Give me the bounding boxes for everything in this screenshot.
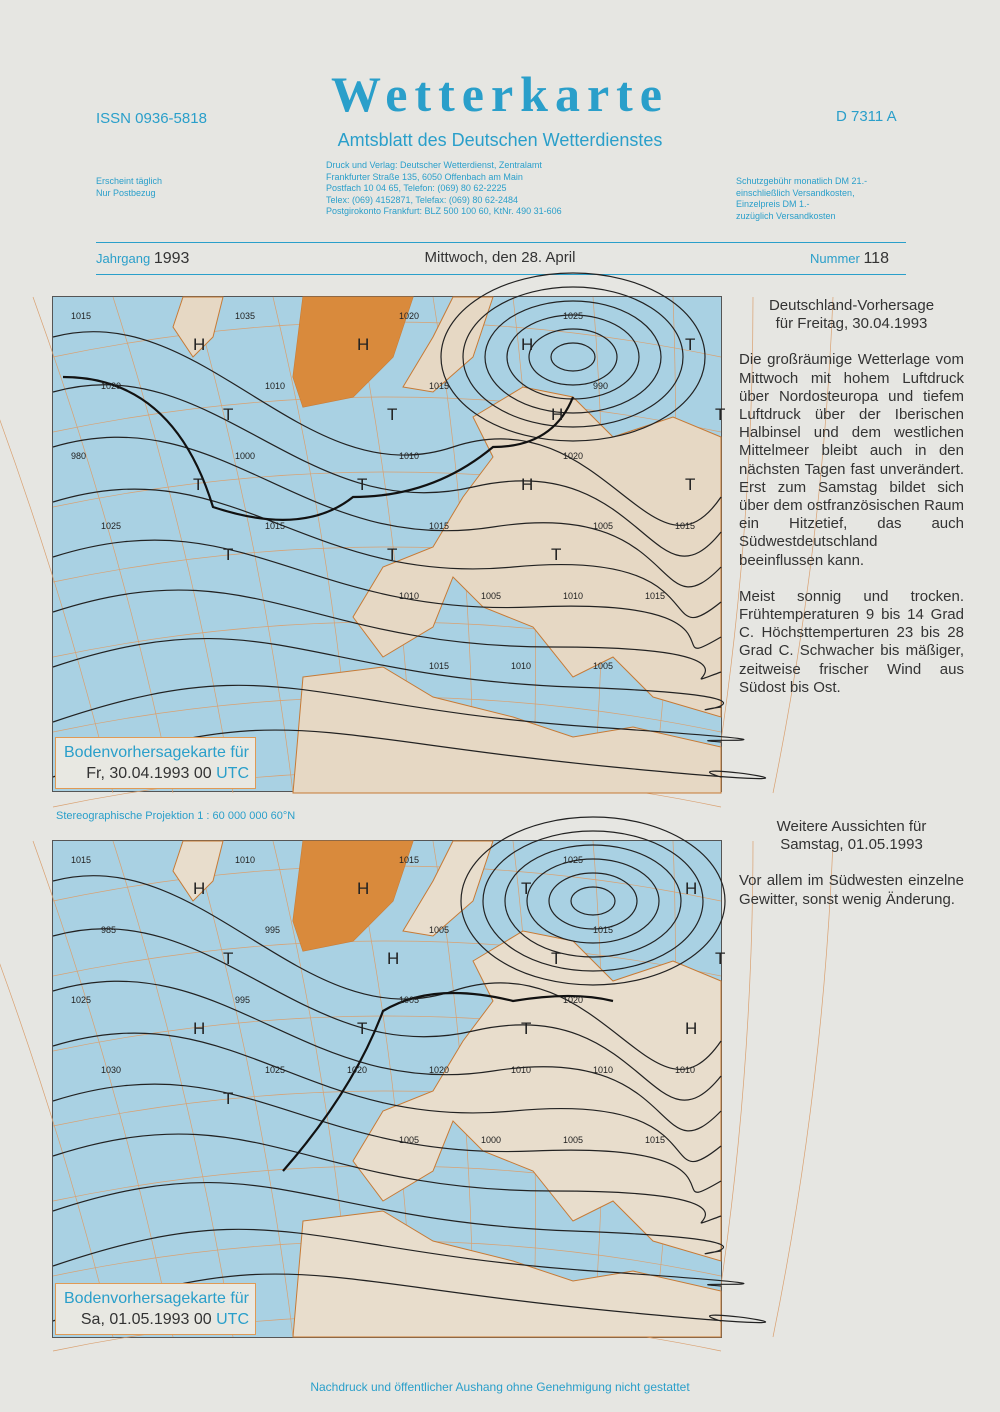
isobar-label: 1020 bbox=[563, 995, 584, 1005]
low-pressure-symbol: T bbox=[223, 949, 234, 968]
map-caption bbox=[55, 737, 256, 789]
isobar-label: 1025 bbox=[71, 995, 92, 1005]
high-pressure-symbol: H bbox=[193, 1019, 206, 1038]
isobar-label: 1010 bbox=[593, 1065, 614, 1075]
high-pressure-symbol: H bbox=[193, 879, 206, 898]
isobar-label: 1010 bbox=[511, 1065, 532, 1075]
isobar-label: 1010 bbox=[399, 591, 420, 601]
distribution-info bbox=[96, 176, 162, 199]
divider bbox=[96, 242, 906, 243]
isobar-label: 1010 bbox=[563, 591, 584, 601]
map-caption bbox=[55, 1283, 256, 1335]
isobar-label: 1005 bbox=[399, 995, 420, 1005]
isobar-label: 990 bbox=[593, 381, 609, 391]
landmass bbox=[353, 931, 721, 1261]
info-line: Telex: (069) 4152871, Telefax: (069) 80 62-2484 bbox=[326, 194, 518, 205]
forecast-subheading: für Freitag, 30.04.1993 bbox=[775, 315, 928, 333]
volume-label: Jahrgang bbox=[96, 251, 151, 266]
outlook-subheading: Samstag, 01.05.1993 bbox=[780, 836, 923, 854]
outlook-text bbox=[739, 818, 964, 927]
caption-title: Bodenvorhersagekarte für bbox=[64, 1290, 249, 1307]
caption-datetime bbox=[64, 1309, 249, 1330]
issue-date: Mittwoch, den 28. April bbox=[424, 249, 576, 266]
info-line: Nur Postbezug bbox=[96, 187, 156, 198]
high-pressure-symbol: H bbox=[685, 1019, 698, 1038]
meridian-line bbox=[0, 297, 113, 793]
low-pressure-symbol: T bbox=[521, 879, 532, 898]
forecast-paragraph: Meist sonnig und trocken. Frühtemperaturen 9 bis 14 Grad C. Höchsttemperturen 23 bis 28 Grad C. Schwacher bis mäßiger, zeitweise frischer Wind aus Südost bis Ost. bbox=[739, 587, 964, 696]
isobar-label: 1015 bbox=[429, 661, 450, 671]
low-pressure-symbol: T bbox=[357, 475, 368, 494]
low-pressure-symbol: T bbox=[715, 405, 726, 424]
price-info bbox=[736, 176, 867, 222]
isobar-label: 1010 bbox=[511, 661, 532, 671]
forecast-text bbox=[739, 297, 964, 715]
isobar-label: 1010 bbox=[399, 451, 420, 461]
info-line: Schutzgebühr monatlich DM 21.- bbox=[736, 176, 868, 186]
isobar-label: 1015 bbox=[429, 521, 450, 531]
high-pressure-symbol: H bbox=[521, 475, 534, 494]
isobar-label: 1020 bbox=[429, 1065, 450, 1075]
outlook-heading: Weitere Aussichten für bbox=[776, 818, 927, 835]
isobar bbox=[549, 873, 637, 929]
outlook-paragraph: Vor allem im Südwesten einzelne Gewitter, sonst wenig Änderung. bbox=[739, 872, 964, 908]
isobar-label: 995 bbox=[265, 925, 281, 935]
forecast-map-friday bbox=[52, 296, 726, 792]
isobar-label: 1020 bbox=[563, 451, 584, 461]
isobar-label: 1025 bbox=[101, 521, 122, 531]
isobar-label: 1025 bbox=[563, 855, 584, 865]
high-pressure-symbol: H bbox=[357, 879, 370, 898]
isobar-label: 1015 bbox=[399, 855, 420, 865]
caption-date: Sa, 01.05.1993 00 bbox=[80, 1311, 217, 1328]
low-pressure-symbol: T bbox=[521, 1019, 532, 1038]
meridian-line bbox=[113, 297, 233, 793]
masthead-subtitle: Amtsblatt des Deutschen Wetterdienstes bbox=[337, 130, 663, 150]
landmass bbox=[353, 387, 721, 717]
high-pressure-symbol: H bbox=[357, 335, 370, 354]
isobar-label: 1005 bbox=[399, 1135, 420, 1145]
volume bbox=[96, 250, 189, 268]
isobar-label: 1005 bbox=[593, 521, 614, 531]
masthead-title: Wetterkarte bbox=[331, 66, 669, 122]
isobar-label: 1015 bbox=[71, 311, 92, 321]
low-pressure-symbol: T bbox=[685, 335, 696, 354]
isobar-label: 985 bbox=[101, 925, 117, 935]
low-pressure-symbol: T bbox=[223, 1089, 234, 1108]
high-pressure-symbol: H bbox=[551, 405, 564, 424]
isobar-label: 1025 bbox=[563, 311, 584, 321]
isobar bbox=[571, 887, 615, 915]
low-pressure-symbol: T bbox=[387, 405, 398, 424]
isobar-label: 1015 bbox=[645, 1135, 666, 1145]
isobar-label: 1005 bbox=[429, 925, 450, 935]
low-pressure-symbol: T bbox=[193, 475, 204, 494]
low-pressure-symbol: T bbox=[715, 949, 726, 968]
publisher-info bbox=[326, 160, 562, 218]
isobar-label: 1000 bbox=[235, 451, 256, 461]
issue-number bbox=[810, 250, 889, 268]
info-line: einschließlich Versandkosten, bbox=[736, 187, 855, 198]
info-line: Druck und Verlag: Deutscher Wetterdienst, Zentralamt bbox=[326, 160, 542, 170]
isobar bbox=[551, 343, 595, 371]
isobar-label: 1030 bbox=[101, 1065, 122, 1075]
volume-value: 1993 bbox=[153, 250, 190, 267]
forecast-heading: Deutschland-Vorhersage bbox=[768, 297, 935, 314]
isobar bbox=[529, 329, 617, 385]
divider bbox=[96, 274, 906, 275]
meridian-line bbox=[0, 841, 113, 1337]
projection-note: Stereographische Projektion 1 : 60 000 000 60°N bbox=[56, 810, 296, 822]
caption-datetime bbox=[64, 763, 249, 784]
low-pressure-symbol: T bbox=[685, 475, 696, 494]
footer-notice: Nachdruck und öffentlicher Aushang ohne Genehmigung nicht gestattet bbox=[310, 1380, 690, 1394]
caption-utc: UTC bbox=[216, 1311, 249, 1328]
isobar-label: 1015 bbox=[645, 591, 666, 601]
isobar-label: 1010 bbox=[265, 381, 286, 391]
map-graphic bbox=[53, 841, 721, 1337]
isobar-label: 1015 bbox=[265, 521, 286, 531]
isobar bbox=[507, 315, 639, 399]
forecast-map-saturday bbox=[52, 840, 726, 1338]
low-pressure-symbol: T bbox=[223, 545, 234, 564]
isobar-label: 1015 bbox=[675, 521, 696, 531]
low-pressure-symbol: T bbox=[357, 1019, 368, 1038]
isobar-label: 995 bbox=[235, 995, 251, 1005]
isobar-label: 1035 bbox=[235, 311, 256, 321]
info-line: zuzüglich Versandkosten bbox=[736, 210, 836, 221]
number-value: 118 bbox=[863, 250, 889, 267]
low-pressure-symbol: T bbox=[551, 949, 562, 968]
meridian-line bbox=[113, 841, 233, 1337]
info-line: Einzelpreis DM 1.- bbox=[736, 199, 810, 209]
isobar-label: 1010 bbox=[235, 855, 256, 865]
low-pressure-symbol: T bbox=[223, 405, 234, 424]
low-pressure-symbol: T bbox=[551, 545, 562, 564]
isobar-label: 1020 bbox=[399, 311, 420, 321]
isobar-label: 1000 bbox=[481, 1135, 502, 1145]
isobar-label: 1010 bbox=[675, 1065, 696, 1075]
info-line: Frankfurter Straße 135, 6050 Offenbach am Main bbox=[326, 171, 523, 182]
isobar-label: 980 bbox=[71, 451, 87, 461]
isobar-label: 1015 bbox=[593, 925, 614, 935]
caption-title: Bodenvorhersagekarte für bbox=[64, 744, 249, 761]
isobar-label: 1025 bbox=[265, 1065, 286, 1075]
postal-code: D 7311 A bbox=[836, 108, 897, 125]
isobar-label: 1015 bbox=[71, 855, 92, 865]
info-line: Postgirokonto Frankfurt: BLZ 500 100 60, KtNr. 490 31-606 bbox=[326, 206, 562, 216]
caption-utc: UTC bbox=[216, 765, 249, 782]
isobar-label: 1020 bbox=[347, 1065, 368, 1075]
isobar-label: 1005 bbox=[481, 591, 502, 601]
low-pressure-symbol: T bbox=[387, 545, 398, 564]
forecast-paragraph: Die großräumige Wetterlage vom Mittwoch mit hohem Luftdruck über Nordosteuropa und tiefem Luftdruck über der Iberischen Halbinsel und dem westlichen Mittelmeer bleibt auch in den nächsten Tagen fast unverändert. Erst zum Samstag bildet sich über dem ostfranzösischen Raum ein Hitzetief, das auch Südwestdeutschland beeinflussen kann. bbox=[739, 351, 964, 569]
isobar-label: 1015 bbox=[429, 381, 450, 391]
number-label: Nummer bbox=[810, 251, 860, 266]
high-pressure-symbol: H bbox=[193, 335, 206, 354]
high-pressure-symbol: H bbox=[387, 949, 400, 968]
info-line: Erscheint täglich bbox=[96, 176, 163, 186]
isobar-label: 1020 bbox=[101, 381, 122, 391]
isobar-label: 1005 bbox=[593, 661, 614, 671]
caption-date: Fr, 30.04.1993 00 bbox=[86, 765, 217, 782]
issn: ISSN 0936-5818 bbox=[96, 110, 207, 127]
high-pressure-symbol: H bbox=[521, 335, 534, 354]
isobar-label: 1005 bbox=[563, 1135, 584, 1145]
info-line: Postfach 10 04 65, Telefon: (069) 80 62-2225 bbox=[326, 183, 507, 193]
high-pressure-symbol: H bbox=[685, 879, 698, 898]
